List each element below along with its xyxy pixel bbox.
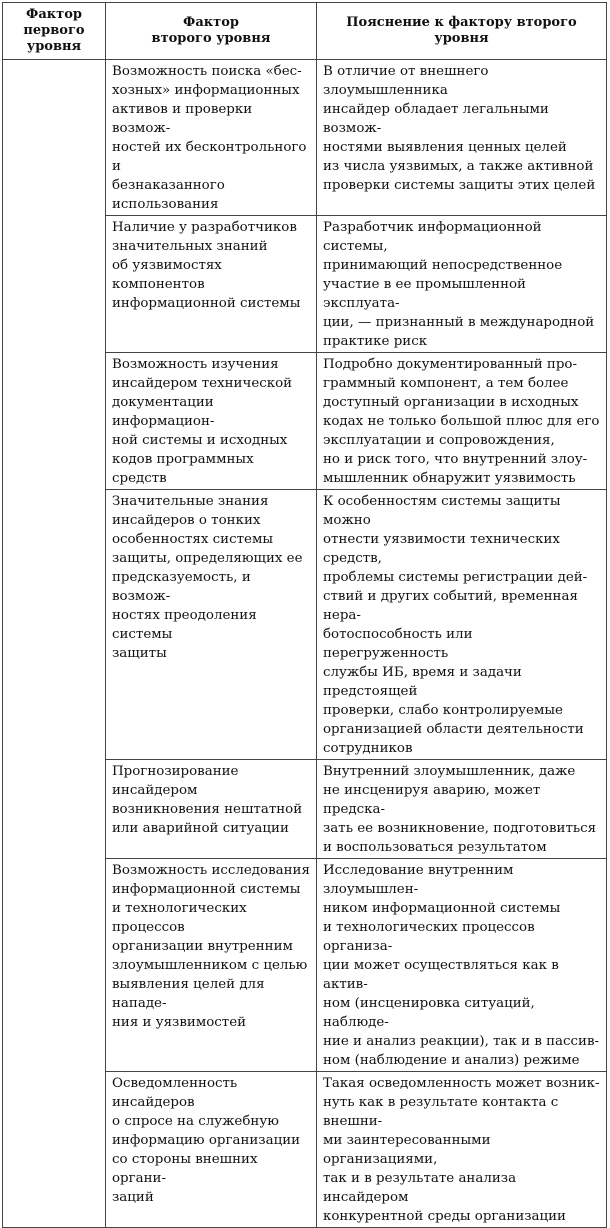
explanation-cell: Исследование внутренним злоумышлен- ником информационной системы и технологических процессов организа- ции может осуществляться как в актив- ном (инсценировка ситуаций, наблюде- ние и анализ реакции), так и в пассив- ном (наблюдение и анализ) режиме	[317, 859, 607, 1072]
explanation-cell: В отличие от внешнего злоумышленника инсайдер обладает легальными возмож- ностями выявления ценных целей из числа уязвимых, а также активной проверки системы защиты этих целей	[317, 60, 607, 216]
second-level-factor-cell: Прогнозирование инсайдером возникновения нештатной или аварийной ситуации	[106, 760, 317, 859]
explanation-cell: Разработчик информационной системы, принимающий непосредственное участие в ее промышленной эксплуата- ции, — признанный в международной практике риск	[317, 216, 607, 353]
table-row	[3, 60, 607, 216]
second-level-factor-cell: Значительные знания инсайдеров о тонких особенностях системы защиты, определяющих ее предсказуемость, и возмож- ностях преодоления системы защиты	[106, 490, 317, 760]
second-level-factor-cell: Возможность изучения инсайдером технической документации информацион- ной системы и исходных кодов программных средств	[106, 353, 317, 490]
header-explanation: Пояснение к фактору второго уровня	[317, 3, 607, 60]
explanation-cell: Внутренний злоумышленник, даже не инсценируя аварию, может предска- зать ее возникновение, подготовиться и воспользоваться результатом	[317, 760, 607, 859]
explanation-cell: Такая осведомленность может возник- нуть как в результате контакта с внешни- ми заинтересованными организациями, так и в результате анализа инсайдером конкурентной среды организации	[317, 1072, 607, 1228]
second-level-factor-cell: Наличие у разработчиков значительных знаний об уязвимостях компонентов информационной системы	[106, 216, 317, 353]
explanation-cell: К особенностям системы защиты можно отнести уязвимости технических средств, проблемы системы регистрации дей- ствий и других событий, временная нера- ботоспособность или перегруженность службы ИБ, время и задачи предстоящей проверки, слабо контролируемые организацией области деятельности сотрудников	[317, 490, 607, 760]
header-first-level-factor: Фактор первого уровня	[3, 3, 106, 60]
second-level-factor-cell: Осведомленность инсайдеров о спросе на служебную информацию организации со стороны внешних органи- заций	[106, 1072, 317, 1228]
explanation-cell: Подробно документированный про- граммный компонент, а тем более доступный организации в исходных кодах не только большой плюс для его эксплуатации и сопровождения, но и риск того, что внутренний злоу- мышленник обнаружит уязвимость	[317, 353, 607, 490]
second-level-factor-cell: Возможность поиска «бес- хозных» информационных активов и проверки возмож- ностей их бесконтрольного и безнаказанного использования	[106, 60, 317, 216]
table-header-row	[3, 3, 607, 60]
second-level-factor-cell: Возможность исследования информационной системы и технологических процессов организации внутренним злоумышленником с целью выявления целей для нападе- ния и уязвимостей	[106, 859, 317, 1072]
factors-table	[2, 2, 607, 1228]
first-level-factor-cell	[3, 60, 106, 1228]
header-second-level-factor: Фактор второго уровня	[106, 3, 317, 60]
